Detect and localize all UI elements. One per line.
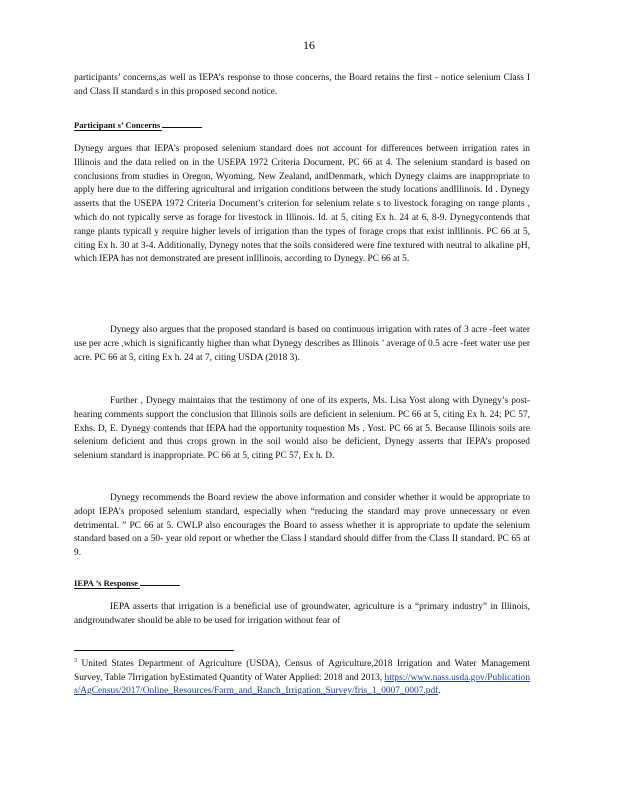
- paragraph-iepa-asserts: IEPA asserts that irrigation is a beneficial use of groundwater, agriculture is a “primary industry” in Illinois, andgroundwater should be able to be used for irrigation without fear of: [74, 602, 530, 626]
- paragraph-recommendation: Dynegy recommends the Board review the above information and consider whether it would be appropriate to adopt IEPA’s proposed selenium standard, especially when “reducing the standard may prove unnecessary or even detrimental. ” PC 66 at 5. CWLP also encourages the Board to assess whether it is appropriate to update the selenium standard based on a 50- year old report or whether the Class I standard should differ from the Class II standard. PC 65 at 9.: [74, 493, 530, 559]
- footnote-text: United States Department of Agriculture (USDA), Census of Agriculture,2018 Irrigation and Water Management Survey, Table 7Irrigation byEstimated Quantity of Water Applied: 2018 and 2013,: [74, 659, 530, 683]
- footnote-marker: 3: [74, 658, 77, 664]
- intro-paragraph: participants’ concerns,as well as IEPA’s response to those concerns, the Board retains the first - notice selenium Class I and Class II standard s in this proposed second notice.: [74, 73, 530, 97]
- heading-underline: [162, 118, 202, 128]
- footnote-end: .: [438, 685, 441, 696]
- footnote-separator: [74, 650, 234, 651]
- section-heading-text: IEPA ’s Response: [74, 578, 138, 588]
- paragraph-dynegy-argues: Dynegy argues that IEPA’s proposed selenium standard does not account for differences between irrigation rates in Illinois and the data relied on in the USEPA 1972 Criteria Document. PC 66 at 4. The selenium standard is based on conclusions from studies in Oregon, Wyoming, New Zealand, andDenmark, which Dynegy claims are inappropriate to apply here due to the differing agricultural and irrigation conditions between the study locations andIllinois. Id . Dynegy asserts that the USEPA 1972 Criteria Document’s criterion for selenium relate s to livestock foraging on range plants , which do not typically serve as forage for livestock in Illinois. Id. at 5, citing Ex h. 24 at 6, 8-9. Dynegycontends that range plants typicall y require higher levels of irrigation than the types of forage crops that exist inIllinois. PC 66 at 5, citing Ex h. 30 at 3-4. Additionally, Dynegy notes that the soils considered were fine textured with neutral to alkaline pH, which IEPA has not demonstrated are present inIllinois, according to Dynegy. PC 66 at 5.: [74, 144, 530, 265]
- section-heading-text: Participant s’ Concerns: [74, 120, 161, 130]
- section-heading-iepa-response: [74, 576, 180, 589]
- section-heading-participants-concerns: [74, 118, 202, 131]
- paragraph-irrigation-rates: Dynegy also argues that the proposed standard is based on continuous irrigation with rates of 3 acre -feet water use per acre ,which is significantly higher than what Dynegy describes as Illinois ’ average of 0.5 acre -feet water use per acre. PC 66 at 5, citing Ex h. 24 at 7, citing USDA (2018 3).: [74, 325, 530, 363]
- footnote-link[interactable]: https://www.nass.usda.gov/Publications/AgCensus/2017/Online_Resources/Farm_and_Ranch_Irrigation_Survey/fris_1_0007_0007.pdf: [74, 672, 531, 696]
- paragraph-lisa-yost: Further , Dynegy maintains that the testimony of one of its experts, Ms. Lisa Yost along with Dynegy’s post-hearing comments support the conclusion that Illinois soils are deficient in selenium. PC 66 at 5, citing Ex h. 24; PC 57, Exhs. D, E. Dynegy contends that IEPA had the opportunity toquestion Ms . Yost. PC 66 at 5. Because Illinois soils are selenium deficient and thus crops grown in the soil would also be deficient, Dynegy asserts that IEPA’s proposed selenium standard is inappropriate. PC 66 at 5, citing PC 57, Ex h. D.: [74, 396, 530, 462]
- heading-underline: [140, 576, 180, 586]
- footnote: [74, 655, 530, 698]
- page-number: 16: [303, 38, 315, 52]
